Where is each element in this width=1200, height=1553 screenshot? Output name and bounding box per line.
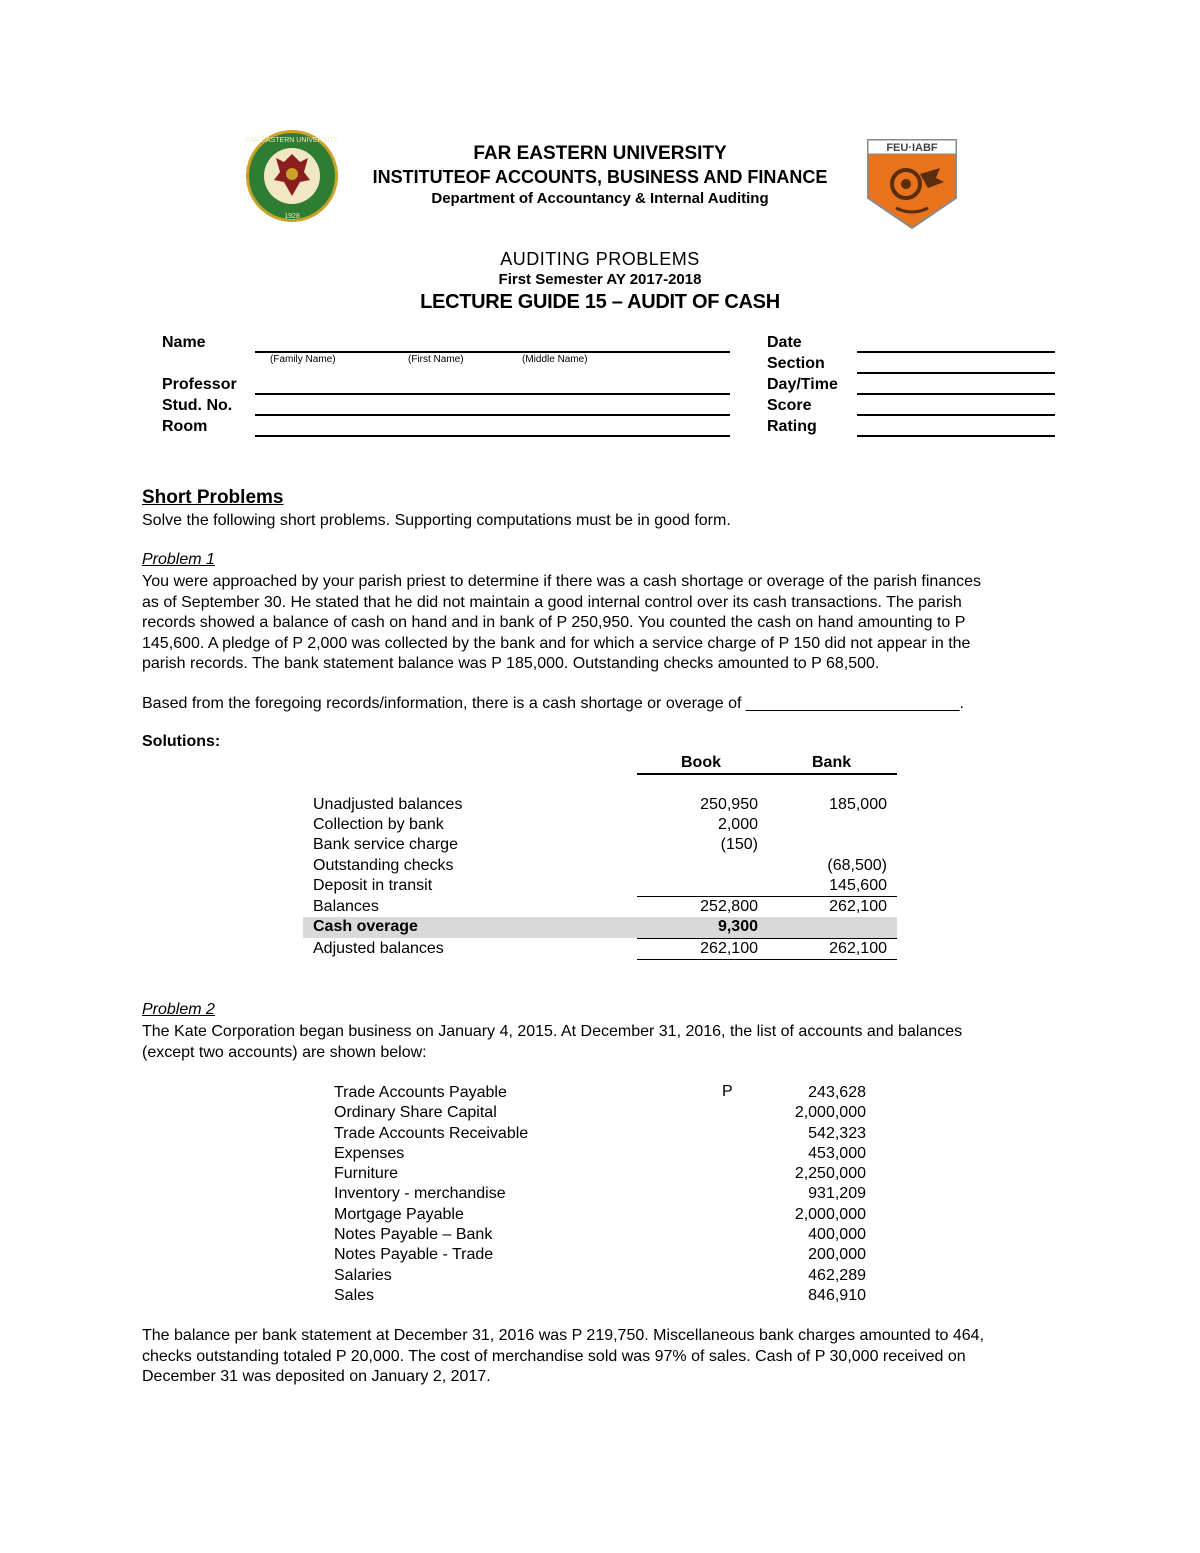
row-label: Balances: [313, 898, 379, 915]
account-amount: 2,250,000: [794, 1165, 866, 1183]
short-problems-title: Short Problems: [142, 487, 284, 508]
row-bank: 185,000: [829, 796, 887, 813]
account-name: Trade Accounts Payable: [334, 1084, 507, 1101]
solutions-label: Solutions:: [142, 733, 221, 750]
score-line[interactable]: [857, 414, 1055, 416]
problem2-closing-line: The balance per bank statement at December 31, 2016 was P 219,750. Miscellaneous bank charges amounted to 464,: [142, 1327, 985, 1344]
account-amount: 2,000,000: [794, 1104, 866, 1122]
row-book: 250,950: [700, 796, 758, 813]
subtotal-rule: [637, 896, 897, 897]
row-book: 9,300: [717, 918, 758, 935]
problem2-closing: [142, 1326, 1060, 1388]
department-name: Department of Accountancy & Internal Auditing: [431, 190, 769, 207]
row-label: Deposit in transit: [313, 877, 433, 894]
room-label: Room: [162, 418, 208, 435]
account-name: Expenses: [334, 1144, 405, 1162]
overage-rule: [637, 938, 897, 939]
row-label: Adjusted balances: [313, 940, 444, 957]
date-line[interactable]: [857, 351, 1055, 353]
row-bank: (68,500): [827, 857, 887, 874]
problem1-line: as of September 30. He stated that he did not maintain a good internal control over its cash transactions. The parish: [142, 593, 962, 611]
account-amount: 400,000: [808, 1226, 866, 1244]
row-label: Cash overage: [313, 918, 418, 935]
problem1-question: Based from the foregoing records/information, there is a cash shortage or overage of ________________________.: [142, 695, 964, 712]
row-label: Unadjusted balances: [313, 796, 463, 813]
problem1-label: Problem 1: [142, 551, 215, 568]
stud-no-line[interactable]: [255, 414, 730, 416]
account-row: [334, 1184, 866, 1204]
seal-text: FAR EASTERN UNIVERSITY: [245, 137, 339, 144]
account-row: [334, 1205, 866, 1225]
account-name: Sales: [334, 1286, 375, 1304]
account-name: Notes Payable – Bank: [334, 1226, 493, 1244]
problem2-closing-line: checks outstanding totaled P 20,000. The cost of merchandise sold was 97% of sales. Cash of P 30,000 received on: [142, 1347, 966, 1365]
row-bank: 262,100: [829, 940, 887, 957]
rating-label: Rating: [767, 418, 817, 435]
account-amount: 846,910: [808, 1286, 866, 1304]
account-name: Inventory - merchandise: [334, 1185, 506, 1203]
guide-title: LECTURE GUIDE 15 – AUDIT OF CASH: [420, 291, 780, 313]
row-label: Bank service charge: [313, 836, 458, 853]
row-label: Collection by bank: [313, 816, 444, 833]
name-label: Name: [162, 334, 206, 351]
problem2-line: (except two accounts) are shown below:: [142, 1043, 427, 1061]
seal-year: 1928: [284, 213, 300, 220]
score-label: Score: [767, 397, 812, 414]
account-row: [334, 1124, 866, 1144]
problem1-line: 145,600. A pledge of P 2,000 was collected by the bank and for which a service charge of P 150 did not appear in the: [142, 634, 971, 652]
account-name: Notes Payable - Trade: [334, 1246, 494, 1264]
solution-table-header: [637, 754, 897, 775]
account-row: [334, 1144, 866, 1164]
date-label: Date: [767, 334, 802, 351]
row-book: (150): [720, 836, 758, 853]
account-amount: 542,323: [808, 1124, 866, 1142]
account-row: [334, 1083, 866, 1103]
first-name-hint: (First Name): [408, 354, 464, 365]
problem2-line: The Kate Corporation began business on January 4, 2015. At December 31, 2016, the list of accounts and balances: [142, 1023, 963, 1040]
account-amount: 200,000: [808, 1246, 866, 1264]
account-name: Trade Accounts Receivable: [334, 1124, 529, 1142]
problem2-text: [142, 1022, 1060, 1063]
row-label: Outstanding checks: [313, 857, 454, 874]
section-line[interactable]: [857, 372, 1055, 374]
accounts-list: [334, 1083, 866, 1306]
day-time-line[interactable]: [857, 393, 1055, 395]
professor-label: Professor: [162, 376, 237, 393]
family-name-hint: (Family Name): [270, 354, 336, 365]
account-row: [334, 1286, 866, 1306]
account-row: [334, 1245, 866, 1265]
account-amount: 243,628: [808, 1084, 866, 1101]
account-row: [334, 1225, 866, 1245]
middle-name-hint: (Middle Name): [522, 354, 588, 365]
col-book: Book: [681, 754, 721, 771]
problem1-line: parish records. The bank statement balance was P 185,000. Outstanding checks amounted to P 68,500.: [142, 655, 880, 672]
account-row: [334, 1164, 866, 1184]
room-line[interactable]: [255, 435, 730, 437]
col-bank: Bank: [812, 754, 852, 771]
account-amount: 453,000: [808, 1144, 866, 1162]
currency-symbol: P: [722, 1083, 733, 1100]
row-book: 262,100: [700, 940, 758, 957]
day-time-label: Day/Time: [767, 376, 838, 393]
problem1-text: [142, 572, 1060, 675]
course-title: AUDITING PROBLEMS: [500, 249, 700, 269]
row-bank: 262,100: [829, 898, 887, 915]
problem1-line: records showed a balance of cash on hand and in bank of P 250,950. You counted the cash on hand amounting to P: [142, 614, 966, 631]
logo-text: FEU·IABF: [886, 142, 938, 154]
name-line[interactable]: [255, 351, 730, 353]
account-amount: 931,209: [808, 1185, 866, 1203]
professor-line[interactable]: [255, 393, 730, 395]
account-row: [334, 1103, 866, 1123]
section-label: Section: [767, 355, 825, 372]
feu-iabf-logo: [866, 138, 958, 230]
account-name: Furniture: [334, 1165, 399, 1183]
problem2-closing-line: December 31 was deposited on January 2, 2017.: [142, 1368, 491, 1385]
university-name: FAR EASTERN UNIVERSITY: [473, 143, 727, 164]
stud-no-label: Stud. No.: [162, 397, 233, 414]
account-amount: 462,289: [808, 1266, 866, 1284]
rating-line[interactable]: [857, 435, 1055, 437]
problem2-label: Problem 2: [142, 1001, 215, 1018]
total-rule: [637, 959, 897, 960]
account-name: Salaries: [334, 1266, 392, 1284]
account-name: Ordinary Share Capital: [334, 1104, 497, 1122]
row-book: 2,000: [717, 816, 758, 833]
account-row: [334, 1266, 866, 1286]
row-book: 252,800: [700, 898, 758, 915]
account-amount: 2,000,000: [794, 1205, 866, 1223]
short-problems-intro: Solve the following short problems. Supporting computations must be in good form.: [142, 512, 731, 529]
semester: First Semester AY 2017-2018: [498, 271, 702, 288]
account-name: Mortgage Payable: [334, 1205, 464, 1223]
institute-name: INSTITUTEOF ACCOUNTS, BUSINESS AND FINANCE: [372, 167, 828, 187]
problem1-line: You were approached by your parish priest to determine if there was a cash shortage or overage of the parish finances: [142, 573, 982, 590]
row-bank: 145,600: [829, 877, 887, 894]
